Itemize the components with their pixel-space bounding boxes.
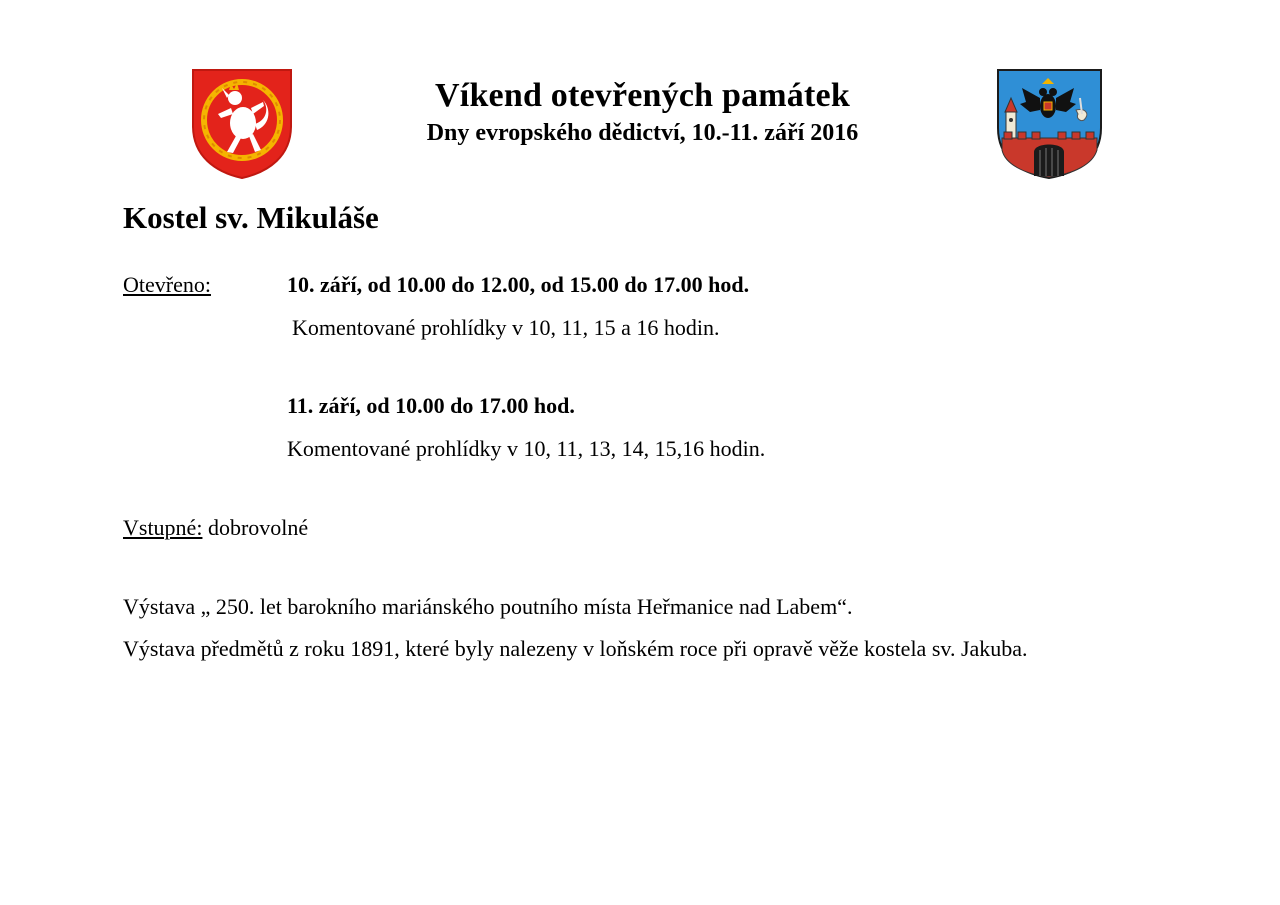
admission-value: dobrovolné xyxy=(202,515,309,540)
event-subtitle: Dny evropského dědictví, 10.-11. září 2016 xyxy=(426,120,859,146)
day2-opening-hours: 11. září, od 10.00 do 17.00 hod. xyxy=(287,393,575,418)
exhibition-2: Výstava předmětů z roku 1891, které byly nalezeny v loňském roce při opravě věže kostela sv. Jakuba. xyxy=(123,636,1028,661)
day1-guided-tours: Komentované prohlídky v 10, 11, 15 a 16 hodin. xyxy=(292,315,720,340)
day2-guided-tours: Komentované prohlídky v 10, 11, 13, 14, 15,16 hodin. xyxy=(287,436,766,461)
place-name: Kostel sv. Mikuláše xyxy=(123,200,379,235)
admission xyxy=(123,515,308,541)
exhibition-1: Výstava „ 250. let barokního mariánského poutního místa Heřmanice nad Labem“. xyxy=(123,594,853,619)
admission-label: Vstupné: xyxy=(123,515,203,540)
opening-label: Otevřeno: xyxy=(123,272,211,297)
town-coat-of-arms-icon xyxy=(996,68,1103,180)
day1-date: 10. září xyxy=(287,272,357,297)
day1-opening-hours xyxy=(287,272,749,298)
event-title: Víkend otevřených památek xyxy=(435,77,850,114)
day1-hours-text: , od 10.00 do 12.00, od 15.00 do 17.00 hod. xyxy=(356,272,750,297)
bohemian-lion-crest-icon xyxy=(191,68,293,180)
